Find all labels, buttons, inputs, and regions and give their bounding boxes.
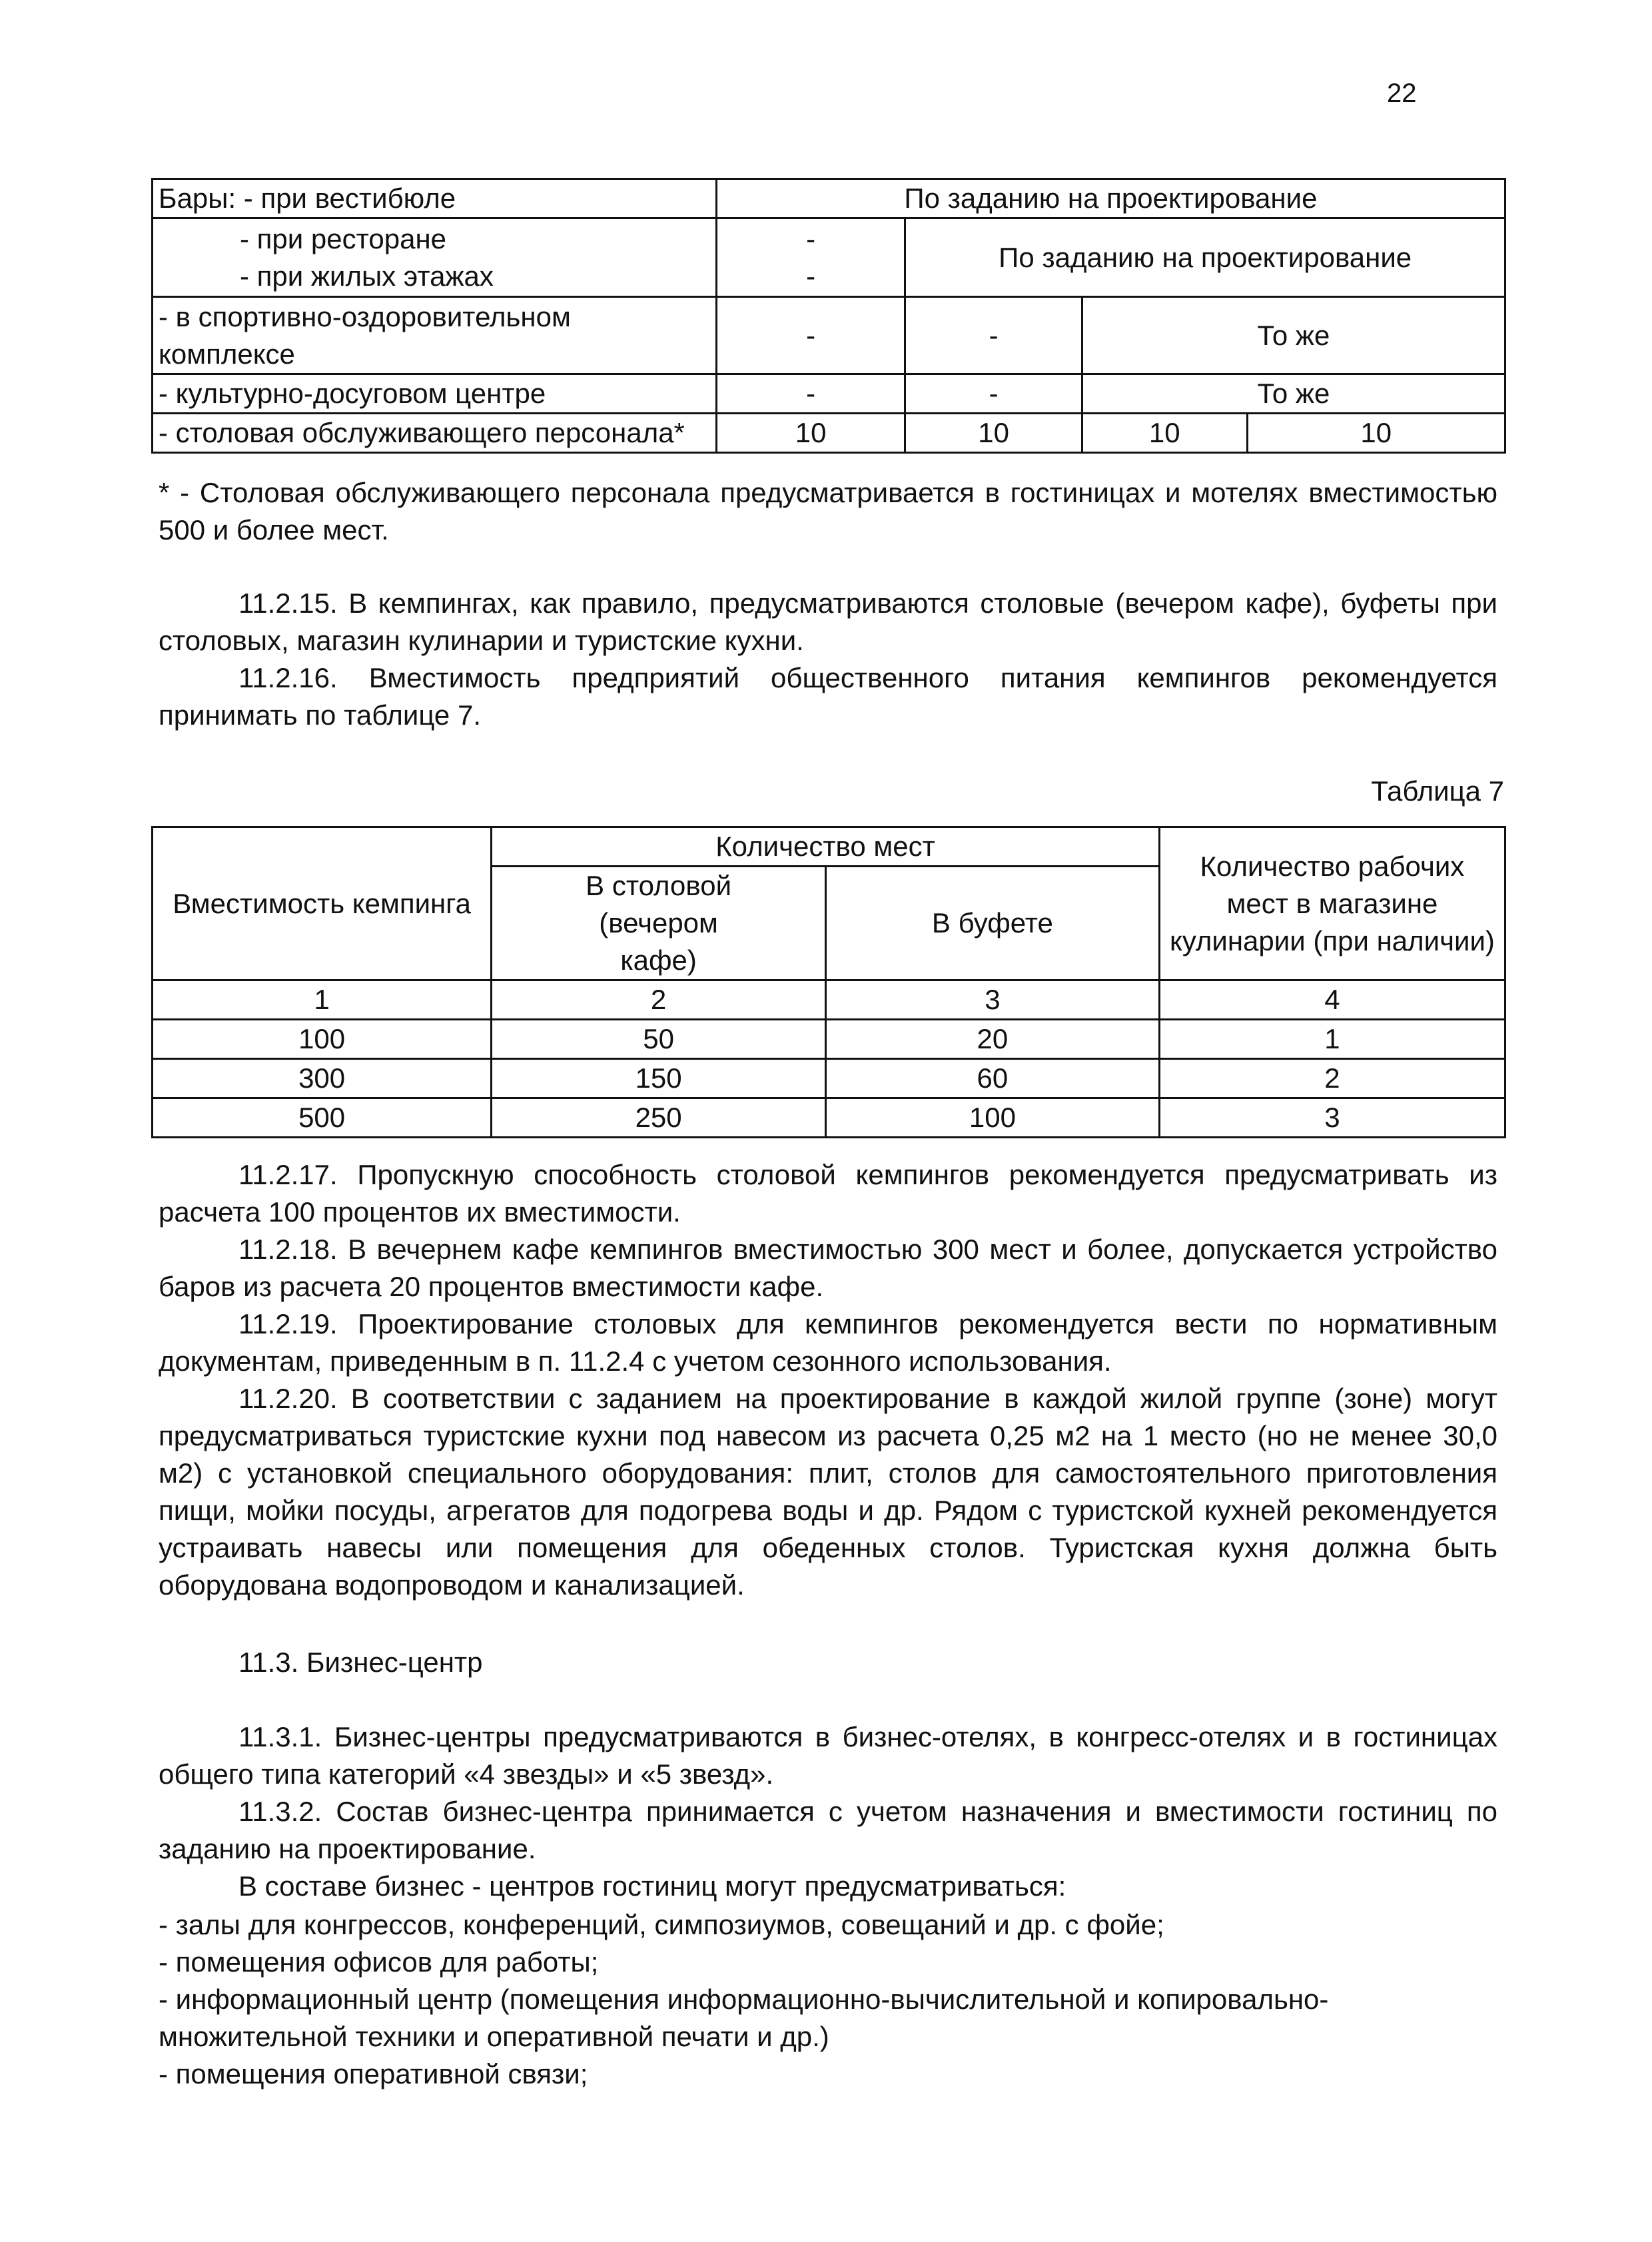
section-heading: 11.3. Бизнес-центр [238, 1647, 483, 1678]
paragraph-group-c [159, 1718, 1497, 1905]
paragraph: 11.2.16. Вместимость предприятий общественного питания кемпингов рекомендуется принимать по таблице 7. [159, 662, 1497, 731]
cell-line: - [806, 260, 816, 292]
table-cell: 10 [1082, 414, 1247, 453]
table-header-row [153, 827, 1505, 867]
bullet-list [159, 1906, 1497, 2093]
table-cell: 10 [716, 414, 905, 453]
paragraph: 11.2.20. В соответствии с заданием на проектирование в каждой жилой группе (зоне) могут предусматриваться туристские кухни под навесом из расчета 0,25 м2 на 1 место (но не менее 30,0 м2) с установкой специального оборудования: плит, столов для самостоятельного приготовления пищи, мойки посуды, агрегатов для подогрева воды и др. Рядом с туристской кухней рекомендуется устраивать навесы или помещения для обеденных столов. Туристская кухня должна быть оборудована водопроводом и канализацией. [159, 1383, 1497, 1601]
paragraph: 11.2.15. В кемпингах, как правило, предусматриваются столовые (вечером кафе), буфеты при столовых, магазин кулинарии и туристские кухни. [159, 587, 1497, 656]
table-row [153, 414, 1505, 453]
table-cell: - [905, 297, 1082, 374]
table-cell: - [905, 374, 1082, 414]
table-7 [151, 826, 1506, 1138]
table-row [153, 1020, 1505, 1059]
table-cell: - в спортивно-оздоровительном комплексе [153, 297, 717, 374]
paragraph: 11.3.1. Бизнес-центры предусматриваются в бизнес-отелях, в конгресс-отелях и в гостиницах общего типа категорий «4 звезды» и «5 звезд». [159, 1721, 1497, 1790]
table-header-cell: Количество рабочих мест в магазине кулинарии (при наличии) [1159, 827, 1505, 980]
table-cell: 50 [492, 1020, 826, 1059]
table-row [153, 1098, 1505, 1138]
list-item: - помещения офисов для работы; [159, 1946, 599, 1978]
table-row [153, 179, 1505, 218]
page-number: 22 [1387, 79, 1417, 108]
cell-line: - [806, 222, 816, 254]
table-cell: 150 [492, 1059, 826, 1098]
paragraph-group-b [159, 1156, 1497, 1604]
table-cell: 20 [825, 1020, 1159, 1059]
table-cell: То же [1082, 297, 1505, 374]
table-cell: 10 [905, 414, 1082, 453]
table-cell: - столовая обслуживающего персонала* [153, 414, 717, 453]
table-cell: 60 [825, 1059, 1159, 1098]
table-header-cell: Вместимость кемпинга [153, 827, 492, 980]
table-cell: 250 [492, 1098, 826, 1138]
table-cell: 500 [153, 1098, 492, 1138]
cell-line: - при ресторане [240, 222, 446, 254]
table-row [153, 218, 1505, 297]
table-row [153, 374, 1505, 414]
footnote: * - Столовая обслуживающего персонала предусматривается в гостиницах и мотелях вместимостью 500 и более мест. [159, 477, 1497, 546]
list-item: - залы для конгрессов, конференций, симпозиумов, совещаний и др. с фойе; [159, 1909, 1164, 1940]
table-cell: 300 [153, 1059, 492, 1098]
table-row [153, 980, 1505, 1020]
table-header-cell: Количество мест [492, 827, 1160, 867]
table-cell: По заданию на проектирование [905, 218, 1505, 297]
table-header-cell: В столовой (вечером кафе) [492, 867, 826, 980]
table-cell: 1 [153, 980, 492, 1020]
paragraph: 11.2.18. В вечернем кафе кемпингов вместимостью 300 мест и более, допускается устройство баров из расчета 20 процентов вместимости кафе. [159, 1234, 1497, 1302]
list-item: - помещения оперативной связи; [159, 2058, 588, 2089]
table-cell: По заданию на проектирование [716, 179, 1505, 218]
paragraph: 11.3.2. Состав бизнес-центра принимается с учетом назначения и вместимости гостиниц по заданию на проектирование. [159, 1796, 1497, 1864]
paragraph: 11.2.17. Пропускную способность столовой кемпингов рекомендуется предусматривать из расчета 100 процентов их вместимости. [159, 1159, 1497, 1228]
table-cell: 10 [1247, 414, 1505, 453]
table-cell [153, 218, 717, 297]
table-cell: - [716, 374, 905, 414]
paragraph: 11.2.19. Проектирование столовых для кемпингов рекомендуется вести по нормативным документам, приведенным в п. 11.2.4 с учетом сезонного использования. [159, 1308, 1497, 1377]
paragraph: В составе бизнес - центров гостиниц могут предусматриваться: [238, 1870, 1066, 1902]
table-header-cell: В буфете [825, 867, 1159, 980]
table-cell [716, 218, 905, 297]
table-cell: 2 [1159, 1059, 1505, 1098]
table-cell: То же [1082, 374, 1505, 414]
table-cell: 3 [1159, 1098, 1505, 1138]
table-caption: Таблица 7 [1371, 775, 1504, 807]
cell-line: - при жилых этажах [240, 260, 494, 292]
table-row [153, 1059, 1505, 1098]
table-cell: 4 [1159, 980, 1505, 1020]
table-cell: 3 [825, 980, 1159, 1020]
list-item: - информационный центр (помещения информационно-вычислительной и копировально-множительной техники и оперативной печати и др.) [159, 1984, 1329, 2052]
table-cell: 2 [492, 980, 826, 1020]
table-cell: 1 [1159, 1020, 1505, 1059]
table-cell: - [716, 297, 905, 374]
table-cell: Бары: - при вестибюле [153, 179, 717, 218]
table-cell: - культурно-досуговом центре [153, 374, 717, 414]
table-cell: 100 [153, 1020, 492, 1059]
table-row [153, 297, 1505, 374]
continuation-table [151, 178, 1506, 454]
table-cell: 100 [825, 1098, 1159, 1138]
paragraph-group-a [159, 585, 1497, 734]
